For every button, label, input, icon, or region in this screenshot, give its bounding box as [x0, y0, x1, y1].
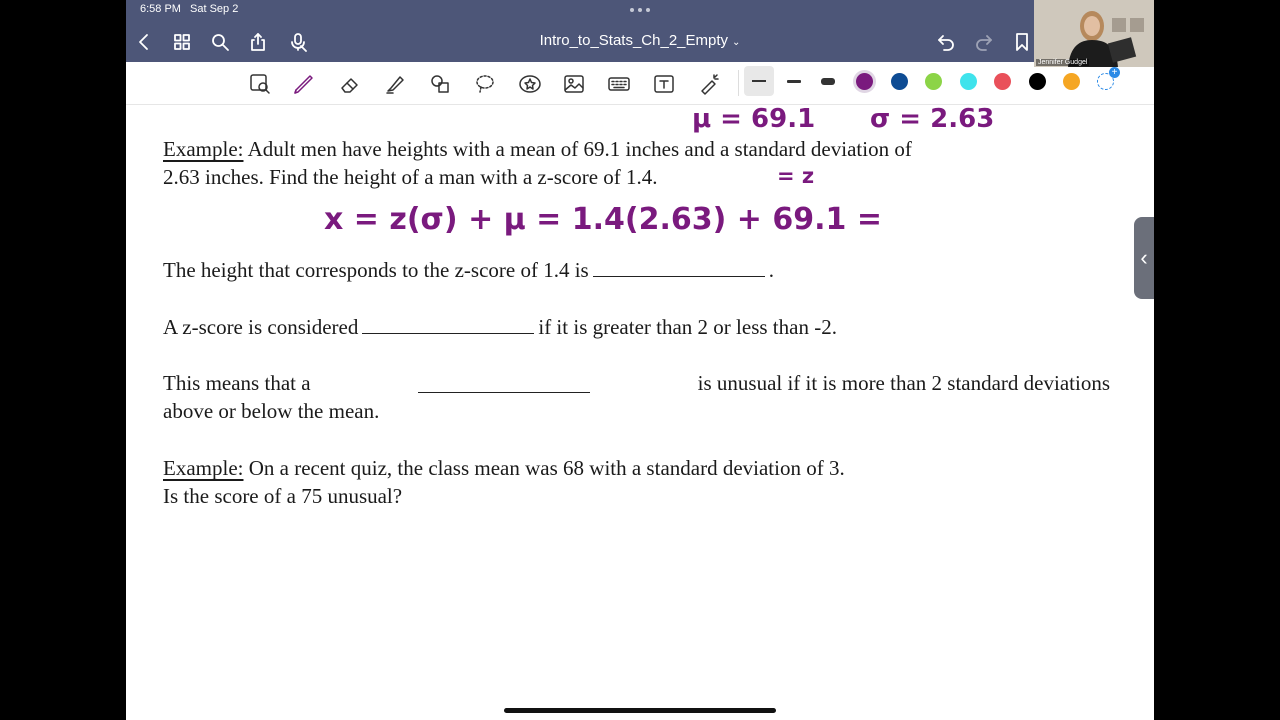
document-title-text: Intro_to_Stats_Ch_2_Empty [539, 32, 729, 49]
question3-text-a: This means that a [163, 371, 311, 395]
eraser-tool[interactable] [336, 70, 364, 98]
stroke-medium-button[interactable] [779, 66, 809, 96]
laser-pointer-icon [697, 72, 721, 96]
answer-blank-2[interactable] [362, 332, 534, 334]
shapes-icon [428, 72, 452, 96]
redo-icon [974, 32, 994, 52]
color-red-button[interactable] [994, 73, 1011, 90]
pen-icon [292, 72, 316, 96]
multitask-dots-icon[interactable] [630, 8, 650, 12]
example2-line2 [163, 484, 402, 509]
question1-text: The height that corresponds to the z-score of 1.4 is [163, 258, 589, 282]
handwritten-mu: μ = 69.1 [692, 104, 816, 134]
color-black-button[interactable] [1029, 73, 1046, 90]
handwritten-formula: x = z(σ) + μ = 1.4(2.63) + 69.1 = [324, 202, 882, 237]
example2-line1 [163, 456, 845, 481]
question1-end: . [768, 258, 774, 282]
example1-line1 [163, 137, 912, 162]
laser-pointer-tool[interactable] [695, 70, 723, 98]
status-date: Sat Sep 2 [190, 3, 239, 15]
color-green-button[interactable] [925, 73, 942, 90]
keyboard-tool[interactable] [605, 70, 633, 98]
home-indicator[interactable] [504, 708, 776, 713]
presenter-name: Jennifer Gudgel [1038, 59, 1088, 66]
add-color-button[interactable] [1097, 67, 1118, 90]
lasso-tool[interactable] [471, 70, 499, 98]
answer-blank-3[interactable] [418, 391, 590, 393]
webcam-overlay [1034, 0, 1154, 67]
sticker-icon [518, 72, 542, 96]
example1-line2 [163, 165, 658, 190]
question2-text-a: A z-score is considered [163, 315, 359, 339]
text-tool[interactable] [650, 70, 678, 98]
question2-line [163, 315, 837, 340]
document-page[interactable] [126, 104, 1154, 720]
toolbar-divider [738, 70, 739, 96]
example1-text2: 2.63 inches. Find the height of a man with a z-score of 1.4. [163, 165, 658, 189]
chevron-left-icon: ‹ [1140, 245, 1148, 270]
document-title[interactable] [126, 32, 1154, 49]
lasso-icon [473, 72, 497, 96]
example2-text2: Is the score of a 75 unusual? [163, 484, 403, 508]
undo-button[interactable] [934, 30, 958, 54]
stroke-medium-icon [787, 80, 801, 83]
handwritten-sigma: σ = 2.63 [870, 104, 995, 134]
question3-text-c: above or below the mean. [163, 399, 380, 423]
highlighter-icon [383, 72, 407, 96]
shapes-tool[interactable] [426, 70, 454, 98]
sticker-tool[interactable] [516, 70, 544, 98]
pen-tool[interactable] [290, 70, 318, 98]
ipad-screen [126, 0, 1154, 720]
text-icon [652, 72, 676, 96]
question1-line [163, 258, 774, 283]
question3-line2 [163, 399, 379, 424]
color-blue-button[interactable] [891, 73, 908, 90]
redo-button[interactable] [972, 30, 996, 54]
lasso-search-tool[interactable] [246, 70, 274, 98]
stroke-thick-button[interactable] [813, 66, 843, 96]
question3-text-b: is unusual if it is more than 2 standard deviations [697, 371, 1110, 395]
top-bar [126, 0, 1154, 62]
image-tool[interactable] [560, 70, 588, 98]
presenter-video-image [1034, 0, 1154, 67]
question2-text-b: if it is greater than 2 or less than -2. [538, 315, 837, 339]
stroke-thick-icon [821, 78, 835, 85]
bookmark-button[interactable] [1010, 30, 1034, 54]
example1-label: Example: [163, 137, 244, 161]
eraser-icon [338, 72, 362, 96]
sidebar-toggle-tab[interactable] [1134, 217, 1154, 299]
keyboard-icon [607, 72, 631, 96]
stroke-thin-button[interactable] [744, 66, 774, 96]
example1-text1: Adult men have heights with a mean of 69.1 inches and a standard deviation of [243, 137, 912, 161]
stroke-thin-icon [752, 80, 766, 82]
example2-label: Example: [163, 456, 244, 480]
color-cyan-button[interactable] [960, 73, 977, 90]
status-time: 6:58 PM [140, 3, 181, 15]
color-purple-button[interactable] [856, 73, 873, 90]
color-orange-button[interactable] [1063, 73, 1080, 90]
answer-blank-1[interactable] [593, 275, 765, 277]
example2-text1: On a recent quiz, the class mean was 68 with a standard deviation of 3. [243, 456, 845, 480]
highlighter-tool[interactable] [381, 70, 409, 98]
chevron-down-icon: ⌄ [732, 37, 741, 48]
image-icon [562, 72, 586, 96]
bookmark-icon [1012, 32, 1032, 52]
plus-icon: + [1109, 67, 1120, 78]
undo-icon [936, 32, 956, 52]
lasso-search-icon [248, 72, 272, 96]
handwritten-z-note: = z [777, 164, 815, 188]
question3-line1 [163, 371, 1110, 396]
